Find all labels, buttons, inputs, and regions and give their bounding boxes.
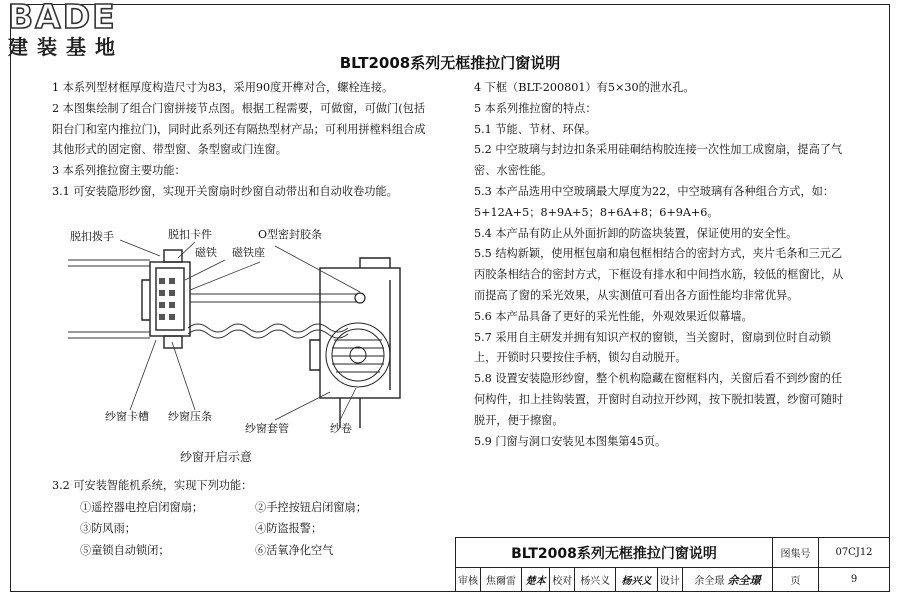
- page-number: 9: [819, 568, 890, 592]
- paragraph: 1 本系列型材框厚度构造尺寸为83，采用90度开榫对合，螺栓连接。: [52, 81, 394, 94]
- page-title: BLT2008系列无框推拉门窗说明: [339, 54, 561, 72]
- section-3-2: 3.2 可安装智能机系统，实现下列功能：: [52, 479, 253, 492]
- drawing-caption: 纱窗开启示意: [180, 450, 253, 464]
- feature-item: ③防风雨；: [80, 522, 136, 535]
- feature-list: [52, 475, 432, 561]
- label-release-clip: 脱扣卡件: [168, 228, 212, 241]
- paragraph: 5.9 门窗与洞口安装见本图集第45页。: [474, 434, 667, 448]
- label-screen-sleeve: 纱窗套管: [245, 422, 289, 435]
- feature-item: ①遥控器电控启闭窗扇；: [80, 500, 204, 514]
- paragraph: 5.8 设置安装隐形纱窗，整个机构隐藏在窗框料内，关窗后看不到纱窗的任何构件，扣上挂钩装置，开窗时自动拉开纱网，按下脱扣装置，纱窗可随时脱开，便于擦窗。: [474, 372, 844, 427]
- feature-row: [52, 518, 432, 540]
- label-magnet-seat: 磁铁座: [232, 246, 265, 259]
- label-magnet: 磁铁: [195, 246, 217, 259]
- left-column: [52, 78, 432, 203]
- brand-logo: [8, 0, 124, 57]
- paragraph: 2 本图集绘制了组合门窗拼接节点图。根据工程需要，可做窗，可做门(包括阳台门和室内推拉门)，同时此系列还有隔热型材产品；可利用拼樘料组合成其他形式的固定窗、带型窗、条型窗或门连窗。: [52, 101, 426, 157]
- right-column: [474, 78, 852, 452]
- designer-name: 余全璟: [694, 575, 725, 587]
- atlas-no: 07CJ12: [819, 538, 890, 568]
- logo-subtitle: 建装基地: [8, 35, 124, 59]
- paragraph: 5.5 结构新颖，使用框包扇和扇包框相结合的密封方式，夹片毛条和三元乙丙胶条相结合的密封方式，下框设有排水和中间挡水筋，较低的框窗比，从而提高了窗的采光效果，从实测值可看出各方面性能均非常优异。: [474, 247, 844, 302]
- feature-item: ④防盗报警；: [255, 522, 323, 535]
- reviewer-signature: 楚本: [522, 568, 550, 592]
- title-block-table: [455, 537, 890, 592]
- label-screen-slot: 纱窗卡槽: [105, 410, 149, 423]
- proof-label: 校对: [550, 568, 575, 592]
- feature-item: ②手控按钮启闭窗扇；: [255, 500, 367, 514]
- paragraph: 3.1 可安装隐形纱窗，实现开关窗扇时纱窗自动带出和自动收卷功能。: [52, 184, 398, 198]
- review-label: 审核: [456, 568, 481, 592]
- design-label: 设计: [657, 568, 682, 592]
- title-block: [455, 537, 890, 592]
- label-screen-strip: 纱窗压条: [168, 410, 212, 423]
- label-screen-roll: 纱卷: [330, 422, 352, 435]
- paragraph: 5.7 采用自主研发并拥有知识产权的窗锁，当关窗时，窗扇到位时自动锁上，开锁时只要按住手柄，锁勾自动脱开。: [474, 330, 831, 365]
- feature-row: [52, 497, 432, 519]
- feature-item: ⑥活氧净化空气: [255, 543, 334, 557]
- logo-text: BADE: [8, 0, 117, 36]
- atlas-no-label: 图集号: [773, 538, 819, 568]
- label-o-seal: O型密封胶条: [258, 228, 323, 241]
- paragraph: 5.6 本产品具备了更好的采光性能，外观效果近似幕墙。: [474, 309, 753, 323]
- paragraph: 4 下框（BLT-200801）有5×30的泄水孔。: [474, 81, 695, 94]
- paragraph: 3 本系列推拉窗主要功能：: [52, 164, 186, 178]
- label-release-handle: 脱扣拨手: [70, 230, 114, 243]
- page-label: 页: [773, 568, 819, 592]
- designer-signature: 余全璟: [727, 573, 761, 587]
- proofer-signature: 杨兴义: [616, 568, 658, 592]
- reviewer: 焦爾雷: [481, 568, 522, 592]
- paragraph: 5.3 本产品选用中空玻璃最大厚度为22，中空玻璃有各种组合方式，如：5+12A+5；8+9A+5；8+6A+8；6+9A+6。: [474, 184, 835, 219]
- proofer: 杨兴义: [575, 568, 616, 592]
- paragraph: 5 本系列推拉窗的特点：: [474, 101, 597, 115]
- feature-item: ⑤童锁自动锁闭；: [80, 543, 170, 557]
- feature-row: [52, 540, 432, 562]
- paragraph: 5.4 本产品有防止从外面折卸的防盗块装置，保证使用的安全性。: [474, 226, 798, 240]
- paragraph: 5.2 中空玻璃与封边扣条采用硅硐结构胶连接一次性加工成窗扇，提高了气密、水密性能。: [474, 143, 843, 178]
- designer: [682, 568, 772, 592]
- title-block-title: BLT2008系列无框推拉门窗说明: [456, 538, 773, 568]
- paragraph: 5.1 节能、节材、环保。: [474, 122, 597, 136]
